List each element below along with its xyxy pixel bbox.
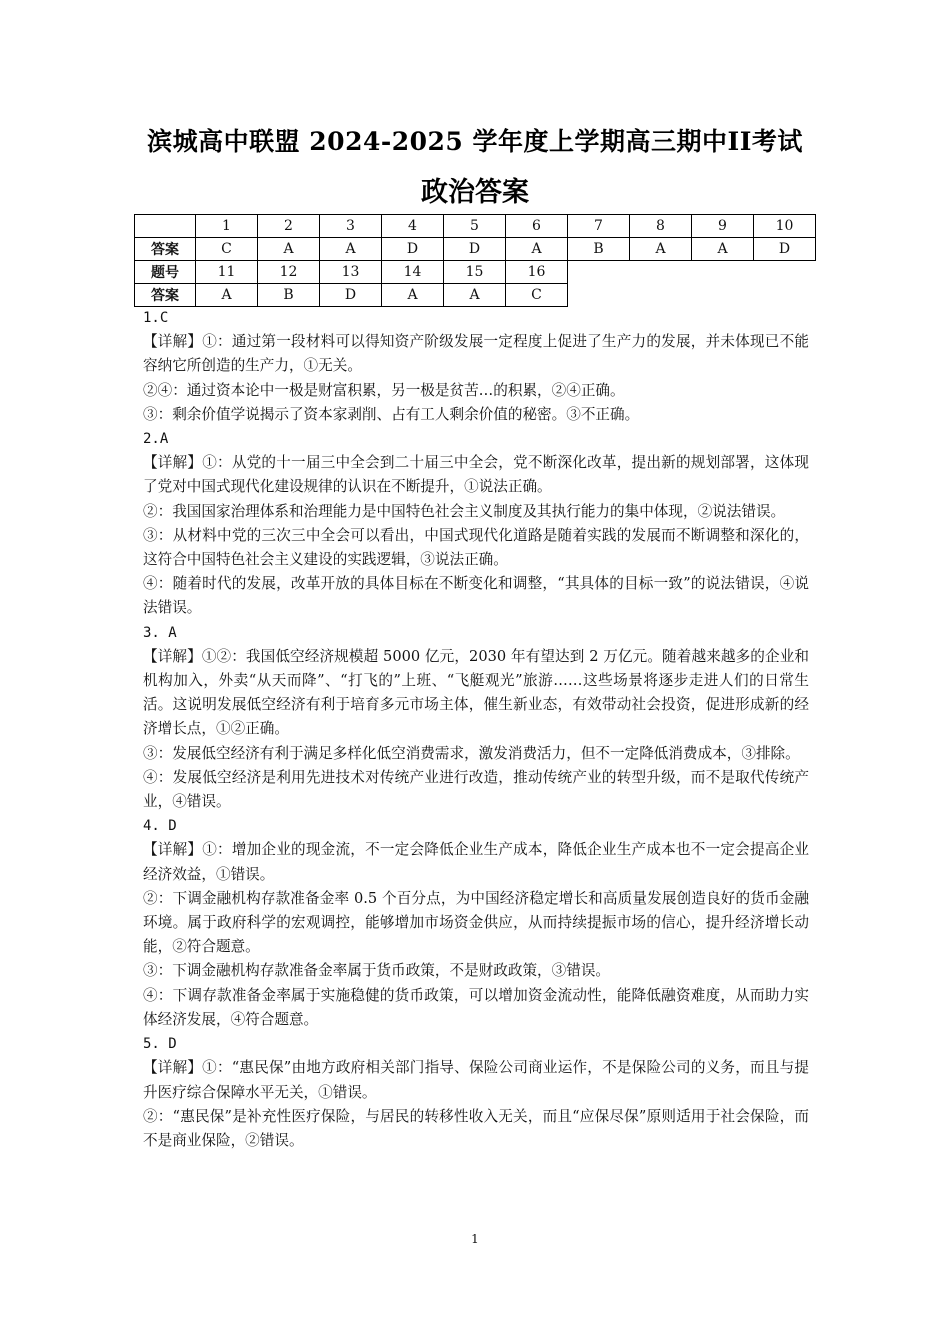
document-title: 滨城高中联盟 2024-2025 学年度上学期高三期中II考试 (147, 127, 803, 156)
table-cell: 11 (196, 261, 258, 284)
explanation-paragraph: 【详解】①：增加企业的现金流，不一定会降低企业生产成本，降低企业生产成本也不一定会提高企业经济效益，①错误。 (143, 841, 809, 883)
table-cell: D (444, 238, 506, 261)
table-cell: 8 (630, 215, 692, 238)
explanation-paragraph: ②：我国国家治理体系和治理能力是中国特色社会主义制度及其执行能力的集中体现，②说法错误。 (143, 502, 786, 520)
explanation-paragraph: ③：下调金融机构存款准备金率属于货币政策，不是财政政策，③错误。 (143, 962, 611, 980)
document-subtitle: 政治答案 (421, 177, 529, 208)
table-cell: 3 (320, 215, 382, 238)
table-row (135, 284, 816, 307)
explanation-paragraph: ④：随着时代的发展，改革开放的具体目标在不断变化和调整，“其具体的目标一致”的说法错误，④说法错误。 (143, 575, 809, 617)
table-cell: A (506, 238, 568, 261)
table-row-header: 题号 (135, 261, 196, 284)
table-row-header (135, 215, 196, 238)
table-cell: A (444, 284, 506, 307)
table-cell: 12 (258, 261, 320, 284)
table-cell: 9 (692, 215, 754, 238)
table-cell: 4 (382, 215, 444, 238)
table-row (135, 261, 816, 284)
question-number: 1.C (143, 310, 169, 326)
table-cell: B (258, 284, 320, 307)
table-cell: 6 (506, 215, 568, 238)
table-cell: B (568, 238, 630, 261)
explanation-paragraph: 【详解】①：从党的十一届三中全会到二十届三中全会，党不断深化改革，提出新的规划部署，这体现了党对中国式现代化建设规律的认识在不断提升，①说法正确。 (143, 454, 809, 496)
table-row (135, 215, 816, 238)
table-row-header: 答案 (135, 284, 196, 307)
table-cell: D (382, 238, 444, 261)
page-number: 1 (471, 1232, 479, 1246)
table-cell: D (754, 238, 816, 261)
table-cell: C (506, 284, 568, 307)
table-cell: C (196, 238, 258, 261)
question-number: 5. D (143, 1036, 177, 1053)
answer-table (134, 214, 816, 307)
question-number: 3. A (143, 624, 177, 641)
explanation-paragraph: 【详解】①：“惠民保”由地方政府相关部门指导、保险公司商业运作，不是保险公司的义务，而且与提升医疗综合保障水平无关，①错误。 (143, 1059, 809, 1101)
table-cell: A (692, 238, 754, 261)
explanation-paragraph: ④：发展低空经济是利用先进技术对传统产业进行改造，推动传统产业的转型升级，而不是取代传统产业，④错误。 (143, 768, 809, 811)
explanation-paragraph: 【详解】①②：我国低空经济规模超 5000 亿元，2030 年有望达到 2 万亿元。随着越来越多的企业和机构加入，外卖“从天而降”、“打飞的”上班、“飞艇观光”旅游……这些场景将逐步走进人们的日常生活。这说明发展低空经济有利于培育多元市场主体，催生新业态，有效带动社会投资，促进形成新的经济增长点，①②正确。 (143, 647, 809, 738)
answer-explanations (143, 306, 809, 1153)
table-cell: A (196, 284, 258, 307)
explanation-paragraph: 【详解】①：通过第一段材料可以得知资产阶级发展一定程度上促进了生产力的发展，并未体现已不能容纳它所创造的生产力，①无关。 (143, 333, 809, 375)
explanation-paragraph: ②：“惠民保”是补充性医疗保险，与居民的转移性收入无关，而且“应保尽保”原则适用于社会保险，而不是商业保险，②错误。 (143, 1107, 809, 1149)
table-cell: 2 (258, 215, 320, 238)
table-cell: A (382, 284, 444, 307)
table-row (135, 238, 816, 261)
explanation-paragraph: ②：下调金融机构存款准备金率 0.5 个百分点，为中国经济稳定增长和高质量发展创造良好的货币金融环境。属于政府科学的宏观调控，能够增加市场资金供应，从而持续提振市场的信心，提升经济增长动能，②符合题意。 (143, 889, 809, 956)
table-cell: A (320, 238, 382, 261)
table-cell: 10 (754, 215, 816, 238)
table-cell: 7 (568, 215, 630, 238)
table-cell: D (320, 284, 382, 307)
explanation-paragraph: ③：从材料中党的三次三中全会可以看出，中国式现代化道路是随着实践的发展而不断调整和深化的，这符合中国特色社会主义建设的实践逻辑，③说法正确。 (143, 526, 809, 569)
table-cell: 16 (506, 261, 568, 284)
table-cell: 13 (320, 261, 382, 284)
table-cell: A (630, 238, 692, 261)
table-cell: 5 (444, 215, 506, 238)
table-cell: A (258, 238, 320, 261)
table-cell: 1 (196, 215, 258, 238)
question-number: 2.A (143, 431, 169, 448)
explanation-paragraph: ②④：通过资本论中一极是财富积累，另一极是贫苦…的积累，②④正确。 (143, 381, 625, 399)
table-row-header: 答案 (135, 238, 196, 261)
explanation-paragraph: ③：剩余价值学说揭示了资本家剥削、占有工人剩余价值的秘密。③不正确。 (143, 405, 640, 423)
explanation-paragraph: ④：下调存款准备金率属于实施稳健的货币政策，可以增加资金流动性，能降低融资难度，从而助力实体经济发展，④符合题意。 (143, 986, 809, 1028)
explanation-paragraph: ③：发展低空经济有利于满足多样化低空消费需求，激发消费活力，但不一定降低消费成本，③排除。 (143, 744, 800, 762)
table-cell: 14 (382, 261, 444, 284)
table-cell: 15 (444, 261, 506, 284)
question-number: 4. D (143, 818, 177, 835)
